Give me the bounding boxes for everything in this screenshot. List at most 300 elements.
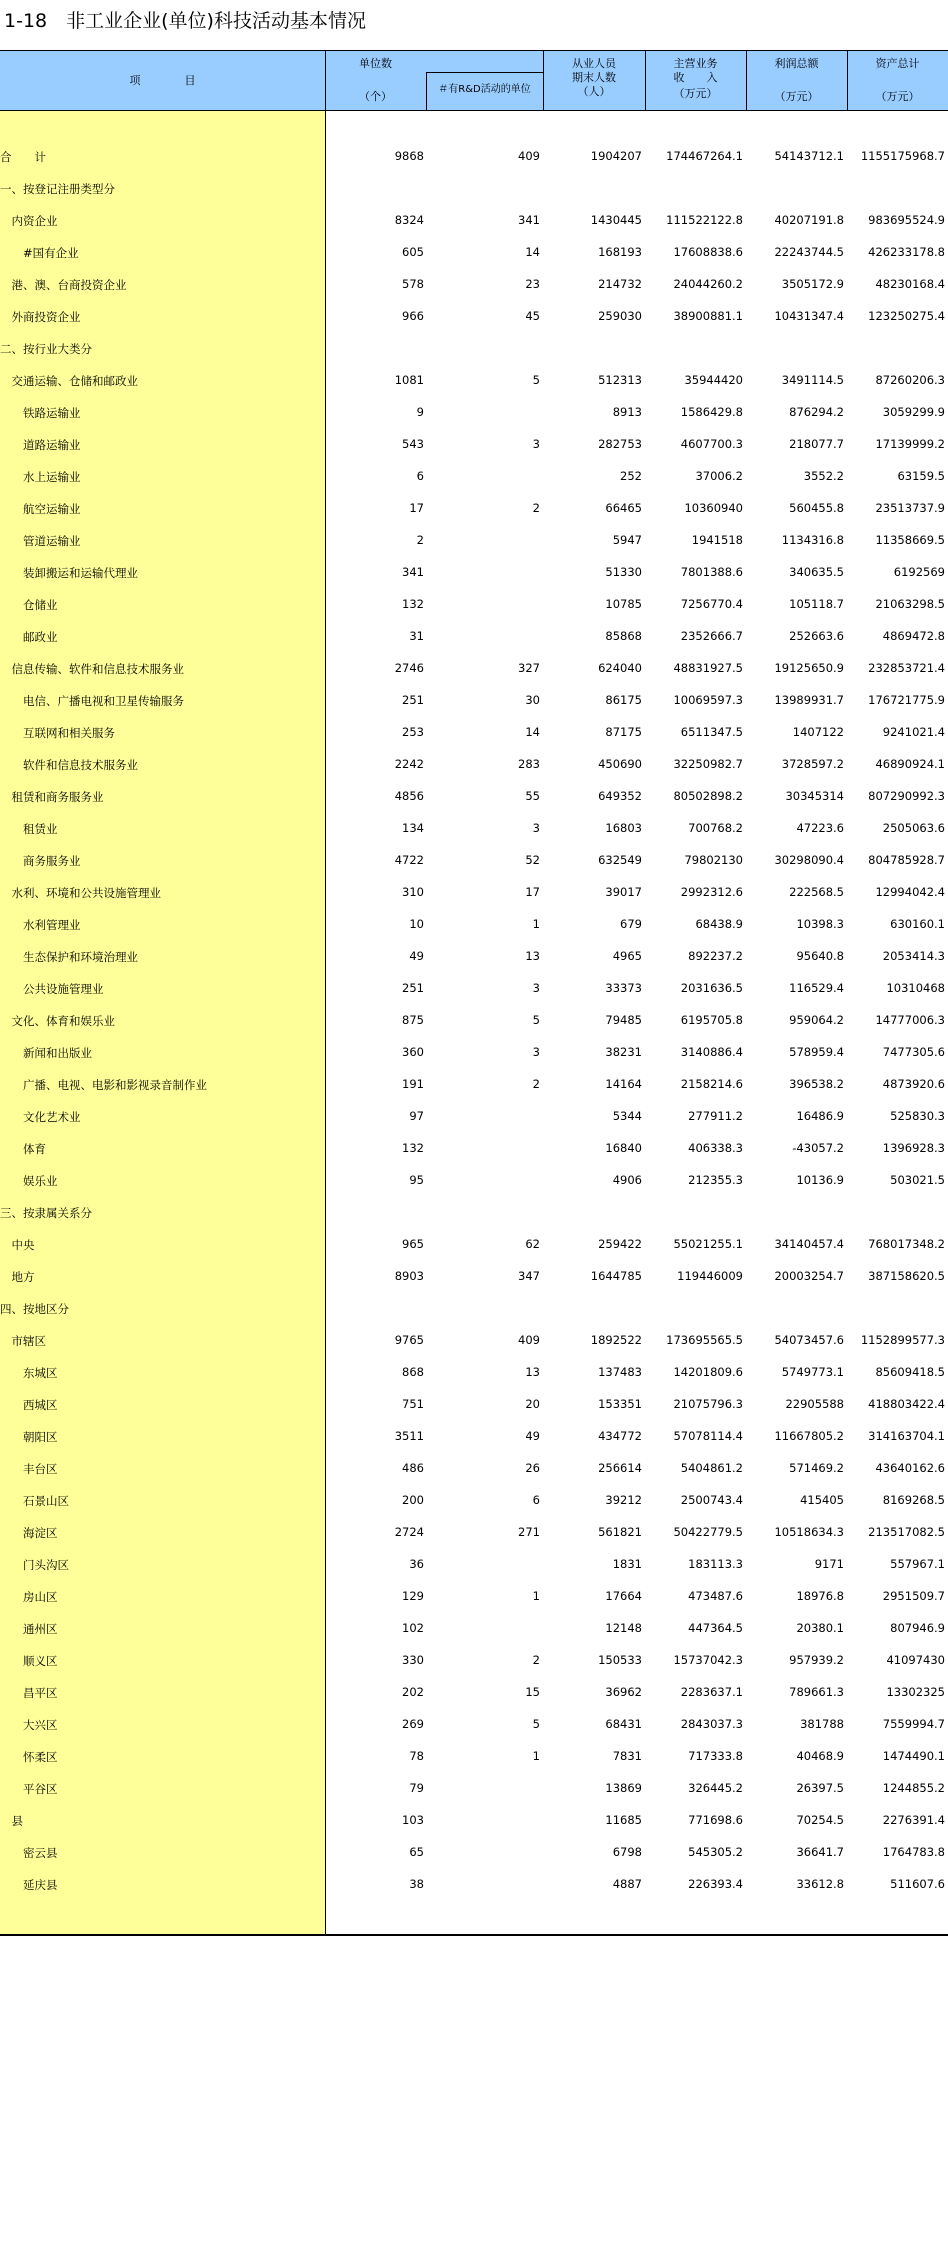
row-label: 四、按地区分 xyxy=(0,1302,69,1316)
row-label: 中央 xyxy=(0,1238,35,1252)
row-label: 租赁和商务服务业 xyxy=(0,790,104,804)
cell-profit: 30345314 xyxy=(785,789,844,803)
cell-emp: 5344 xyxy=(612,1109,642,1123)
table-row xyxy=(0,844,948,876)
cell-rd: 1 xyxy=(532,1589,540,1603)
cell-rd: 2 xyxy=(532,1653,540,1667)
header-units-unit: （个） xyxy=(359,90,392,103)
cell-rev: 2843037.3 xyxy=(680,1717,743,1731)
cell-rev: 183113.3 xyxy=(688,1557,743,1571)
cell-rev: 2992312.6 xyxy=(680,885,743,899)
cell-units: 269 xyxy=(402,1717,424,1731)
cell-rd: 20 xyxy=(525,1397,540,1411)
cell-emp: 259422 xyxy=(598,1237,642,1251)
row-label: 管道运输业 xyxy=(0,534,81,548)
cell-profit: 957939.2 xyxy=(789,1653,844,1667)
cell-units: 251 xyxy=(402,693,424,707)
cell-rev: 79802130 xyxy=(684,853,743,867)
cell-profit: 22905588 xyxy=(785,1397,844,1411)
cell-units: 3511 xyxy=(394,1429,424,1443)
cell-units: 966 xyxy=(402,309,424,323)
cell-units: 129 xyxy=(402,1589,424,1603)
cell-rev: 21075796.3 xyxy=(673,1397,743,1411)
cell-profit: 959064.2 xyxy=(789,1013,844,1027)
table-row xyxy=(0,1708,948,1740)
cell-rd: 13 xyxy=(525,949,540,963)
row-label: 铁路运输业 xyxy=(0,406,81,420)
row-label: 道路运输业 xyxy=(0,438,81,452)
cell-rd: 6 xyxy=(532,1493,540,1507)
cell-assets: 21063298.5 xyxy=(875,597,945,611)
table-row xyxy=(0,620,948,652)
row-label: 广播、电视、电影和影视录音制作业 xyxy=(0,1078,207,1092)
cell-rd: 13 xyxy=(525,1365,540,1379)
cell-emp: 11685 xyxy=(605,1813,642,1827)
cell-rev: 1941518 xyxy=(691,533,743,547)
table-row xyxy=(0,524,948,556)
row-label: 房山区 xyxy=(0,1590,58,1604)
cell-rev: 14201809.6 xyxy=(673,1365,743,1379)
cell-units: 330 xyxy=(402,1653,424,1667)
cell-emp: 87175 xyxy=(605,725,642,739)
table-top-border xyxy=(0,50,948,51)
cell-units: 341 xyxy=(402,565,424,579)
cell-units: 8903 xyxy=(394,1269,424,1283)
row-label: #国有企业 xyxy=(0,246,79,260)
cell-units: 9 xyxy=(416,405,424,419)
cell-units: 8324 xyxy=(394,213,424,227)
cell-assets: 2053414.3 xyxy=(882,949,945,963)
cell-emp: 7831 xyxy=(612,1749,642,1763)
cell-emp: 561821 xyxy=(598,1525,642,1539)
table-row xyxy=(0,940,948,972)
cell-rd: 3 xyxy=(532,821,540,835)
cell-rd: 17 xyxy=(525,885,540,899)
cell-emp: 168193 xyxy=(598,245,642,259)
cell-profit: 95640.8 xyxy=(796,949,844,963)
cell-profit: 40207191.8 xyxy=(774,213,844,227)
row-label: 仓储业 xyxy=(0,598,58,612)
cell-units: 2242 xyxy=(394,757,424,771)
table-row xyxy=(0,1452,948,1484)
row-label: 县 xyxy=(0,1814,23,1828)
cell-emp: 4965 xyxy=(612,949,642,963)
cell-assets: 4869472.8 xyxy=(882,629,945,643)
cell-assets: 176721775.9 xyxy=(868,693,945,707)
cell-assets: 983695524.9 xyxy=(868,213,945,227)
cell-rd: 23 xyxy=(525,277,540,291)
header-item: 项 目 xyxy=(129,74,196,87)
cell-profit: 218077.7 xyxy=(789,437,844,451)
header-bottom-border xyxy=(0,110,948,111)
cell-profit: 222568.5 xyxy=(789,885,844,899)
cell-profit: 36641.7 xyxy=(796,1845,844,1859)
row-label: 互联网和相关服务 xyxy=(0,726,115,740)
cell-profit: 54143712.1 xyxy=(774,149,844,163)
table-row xyxy=(0,1868,948,1900)
row-label: 航空运输业 xyxy=(0,502,81,516)
cell-profit: 16486.9 xyxy=(796,1109,844,1123)
cell-units: 78 xyxy=(409,1749,424,1763)
cell-emp: 4887 xyxy=(612,1877,642,1891)
cell-emp: 679 xyxy=(620,917,642,931)
header-revenue-line1: 主营业务 xyxy=(673,57,718,70)
cell-profit: 33612.8 xyxy=(796,1877,844,1891)
cell-assets: 1474490.1 xyxy=(882,1749,945,1763)
cell-emp: 68431 xyxy=(605,1717,642,1731)
cell-profit: 789661.3 xyxy=(789,1685,844,1699)
cell-rev: 717333.8 xyxy=(688,1749,743,1763)
cell-emp: 512313 xyxy=(598,373,642,387)
cell-assets: 232853721.4 xyxy=(868,661,945,675)
row-label: 装卸搬运和运输代理业 xyxy=(0,566,138,580)
cell-assets: 12994042.4 xyxy=(875,885,945,899)
cell-profit: 381788 xyxy=(800,1717,844,1731)
row-label: 三、按隶属关系分 xyxy=(0,1206,92,1220)
cell-rd: 45 xyxy=(525,309,540,323)
cell-rev: 447364.5 xyxy=(688,1621,743,1635)
cell-rev: 2283637.1 xyxy=(680,1685,743,1699)
header-revenue-unit: （万元） xyxy=(673,87,718,100)
cell-profit: 1134316.8 xyxy=(781,533,844,547)
cell-emp: 4906 xyxy=(612,1173,642,1187)
cell-rev: 3140886.4 xyxy=(680,1045,743,1059)
row-label: 港、澳、台商投资企业 xyxy=(0,278,127,292)
cell-rev: 406338.3 xyxy=(688,1141,743,1155)
cell-units: 97 xyxy=(409,1109,424,1123)
cell-emp: 13869 xyxy=(605,1781,642,1795)
cell-assets: 503021.5 xyxy=(890,1173,945,1187)
cell-assets: 804785928.7 xyxy=(868,853,945,867)
cell-profit: 20003254.7 xyxy=(774,1269,844,1283)
cell-assets: 768017348.2 xyxy=(868,1237,945,1251)
table-row xyxy=(0,652,948,684)
cell-rev: 700768.2 xyxy=(688,821,743,835)
cell-emp: 17664 xyxy=(605,1589,642,1603)
cell-emp: 1644785 xyxy=(590,1269,642,1283)
cell-emp: 86175 xyxy=(605,693,642,707)
cell-rev: 50422779.5 xyxy=(673,1525,743,1539)
header-revenue-line2: 收 入 xyxy=(673,71,718,84)
cell-profit: 54073457.6 xyxy=(774,1333,844,1347)
table-row xyxy=(0,1228,948,1260)
row-label: 公共设施管理业 xyxy=(0,982,104,996)
cell-profit: 70254.5 xyxy=(796,1813,844,1827)
cell-rev: 68438.9 xyxy=(695,917,743,931)
table-row xyxy=(0,1612,948,1644)
cell-units: 486 xyxy=(402,1461,424,1475)
cell-rev: 6511347.5 xyxy=(680,725,743,739)
cell-assets: 2505063.6 xyxy=(882,821,945,835)
cell-units: 95 xyxy=(409,1173,424,1187)
cell-units: 1081 xyxy=(394,373,424,387)
cell-assets: 85609418.5 xyxy=(875,1365,945,1379)
table-row xyxy=(0,1548,948,1580)
cell-units: 31 xyxy=(409,629,424,643)
cell-emp: 79485 xyxy=(605,1013,642,1027)
cell-rd: 5 xyxy=(532,373,540,387)
cell-rd: 2 xyxy=(532,1077,540,1091)
row-label: 水利管理业 xyxy=(0,918,81,932)
cell-units: 134 xyxy=(402,821,424,835)
cell-units: 2 xyxy=(416,533,424,547)
table-row xyxy=(0,748,948,780)
cell-emp: 5947 xyxy=(612,533,642,547)
header-employees-unit: （人） xyxy=(577,85,611,98)
cell-assets: 314163704.1 xyxy=(868,1429,945,1443)
header-assets-unit: （万元） xyxy=(875,90,920,103)
cell-emp: 16803 xyxy=(605,821,642,835)
cell-rev: 57078114.4 xyxy=(673,1429,743,1443)
cell-emp: 36962 xyxy=(605,1685,642,1699)
cell-rev: 1586429.8 xyxy=(680,405,743,419)
cell-units: 360 xyxy=(402,1045,424,1059)
header-employees-line1: 从业人员 xyxy=(572,57,616,70)
cell-emp: 16840 xyxy=(605,1141,642,1155)
row-label: 昌平区 xyxy=(0,1686,58,1700)
cell-units: 4722 xyxy=(394,853,424,867)
cell-profit: 19125650.9 xyxy=(774,661,844,675)
table-row xyxy=(0,1132,948,1164)
table-row xyxy=(0,1420,948,1452)
cell-rd: 26 xyxy=(525,1461,540,1475)
table-row xyxy=(0,428,948,460)
row-label: 西城区 xyxy=(0,1398,58,1412)
table-row xyxy=(0,908,948,940)
cell-rev: 173695565.5 xyxy=(666,1333,743,1347)
table-row xyxy=(0,588,948,620)
cell-assets: 557967.1 xyxy=(890,1557,945,1571)
table-row xyxy=(0,1804,948,1836)
cell-profit: 396538.2 xyxy=(789,1077,844,1091)
cell-emp: 150533 xyxy=(598,1653,642,1667)
cell-emp: 1831 xyxy=(612,1557,642,1571)
cell-assets: 17139999.2 xyxy=(875,437,945,451)
table-row xyxy=(0,684,948,716)
row-label: 文化艺术业 xyxy=(0,1110,81,1124)
cell-assets: 8169268.5 xyxy=(882,1493,945,1507)
cell-assets: 630160.1 xyxy=(890,917,945,931)
row-label: 朝阳区 xyxy=(0,1430,58,1444)
cell-emp: 8913 xyxy=(612,405,642,419)
cell-rev: 15737042.3 xyxy=(673,1653,743,1667)
cell-rev: 2031636.5 xyxy=(680,981,743,995)
table-row xyxy=(0,1388,948,1420)
table-row xyxy=(0,332,948,364)
cell-emp: 649352 xyxy=(598,789,642,803)
row-label: 东城区 xyxy=(0,1366,58,1380)
table-header xyxy=(0,50,948,110)
table-row xyxy=(0,396,948,428)
table-row xyxy=(0,268,948,300)
cell-units: 9765 xyxy=(394,1333,424,1347)
row-label: 平谷区 xyxy=(0,1782,58,1796)
header-assets: 资产总计 xyxy=(875,57,920,70)
table-row xyxy=(0,300,948,332)
cell-profit: 18976.8 xyxy=(796,1589,844,1603)
cell-assets: 1155175968.7 xyxy=(860,149,945,163)
cell-assets: 426233178.8 xyxy=(868,245,945,259)
row-label: 海淀区 xyxy=(0,1526,58,1540)
table-row xyxy=(0,1644,948,1676)
cell-emp: 624040 xyxy=(598,661,642,675)
cell-profit: 560455.8 xyxy=(789,501,844,515)
table-row xyxy=(0,716,948,748)
cell-rev: 35944420 xyxy=(684,373,743,387)
cell-units: 200 xyxy=(402,1493,424,1507)
cell-rev: 37006.2 xyxy=(695,469,743,483)
cell-rev: 212355.3 xyxy=(688,1173,743,1187)
table-row xyxy=(0,1516,948,1548)
cell-emp: 434772 xyxy=(598,1429,642,1443)
cell-profit: 34140457.4 xyxy=(774,1237,844,1251)
cell-assets: 1152899577.3 xyxy=(860,1333,945,1347)
cell-rd: 1 xyxy=(532,1749,540,1763)
cell-rev: 2352666.7 xyxy=(680,629,743,643)
cell-profit: 9171 xyxy=(814,1557,844,1571)
cell-units: 191 xyxy=(402,1077,424,1091)
cell-emp: 259030 xyxy=(598,309,642,323)
cell-profit: 47223.6 xyxy=(796,821,844,835)
cell-units: 132 xyxy=(402,597,424,611)
cell-emp: 51330 xyxy=(605,565,642,579)
cell-units: 49 xyxy=(409,949,424,963)
cell-assets: 1396928.3 xyxy=(882,1141,945,1155)
cell-units: 965 xyxy=(402,1237,424,1251)
row-label: 密云县 xyxy=(0,1846,58,1860)
cell-rev: 38900881.1 xyxy=(673,309,743,323)
row-label: 水利、环境和公共设施管理业 xyxy=(0,886,161,900)
table-row xyxy=(0,1164,948,1196)
cell-emp: 33373 xyxy=(605,981,642,995)
row-label: 电信、广播电视和卫星传输服务 xyxy=(0,694,184,708)
row-label: 软件和信息技术服务业 xyxy=(0,758,138,772)
cell-emp: 38231 xyxy=(605,1045,642,1059)
cell-profit: 116529.4 xyxy=(789,981,844,995)
row-label: 邮政业 xyxy=(0,630,58,644)
cell-assets: 48230168.4 xyxy=(875,277,945,291)
cell-units: 251 xyxy=(402,981,424,995)
cell-emp: 214732 xyxy=(598,277,642,291)
cell-emp: 10785 xyxy=(605,597,642,611)
cell-assets: 6192569 xyxy=(893,565,945,579)
cell-profit: -43057.2 xyxy=(792,1141,844,1155)
table-row xyxy=(0,556,948,588)
row-label: 商务服务业 xyxy=(0,854,81,868)
cell-rev: 10360940 xyxy=(684,501,743,515)
row-label: 文化、体育和娱乐业 xyxy=(0,1014,115,1028)
cell-units: 4856 xyxy=(394,789,424,803)
cell-assets: 41097430 xyxy=(886,1653,945,1667)
cell-rd: 14 xyxy=(525,725,540,739)
table-row xyxy=(0,172,948,204)
row-label: 合 计 xyxy=(0,150,46,164)
cell-profit: 5749773.1 xyxy=(781,1365,844,1379)
table-row xyxy=(0,1324,948,1356)
table-row xyxy=(0,1772,948,1804)
cell-emp: 1904207 xyxy=(590,149,642,163)
cell-rev: 7801388.6 xyxy=(680,565,743,579)
cell-rd: 347 xyxy=(518,1269,540,1283)
row-label: 大兴区 xyxy=(0,1718,58,1732)
cell-emp: 12148 xyxy=(605,1621,642,1635)
row-label: 内资企业 xyxy=(0,214,58,228)
table-row xyxy=(0,972,948,1004)
cell-assets: 123250275.4 xyxy=(868,309,945,323)
cell-emp: 39017 xyxy=(605,885,642,899)
cell-assets: 525830.3 xyxy=(890,1109,945,1123)
cell-emp: 450690 xyxy=(598,757,642,771)
header-profit-unit: （万元） xyxy=(774,90,819,103)
cell-profit: 3491114.5 xyxy=(781,373,844,387)
cell-rd: 1 xyxy=(532,917,540,931)
table-row xyxy=(0,492,948,524)
table-row xyxy=(0,1740,948,1772)
cell-units: 38 xyxy=(409,1877,424,1891)
cell-units: 9868 xyxy=(394,149,424,163)
table-row xyxy=(0,812,948,844)
cell-emp: 256614 xyxy=(598,1461,642,1475)
cell-assets: 2276391.4 xyxy=(882,1813,945,1827)
cell-profit: 10136.9 xyxy=(796,1173,844,1187)
cell-assets: 63159.5 xyxy=(897,469,945,483)
cell-assets: 1764783.8 xyxy=(882,1845,945,1859)
cell-rd: 3 xyxy=(532,437,540,451)
cell-assets: 387158620.5 xyxy=(868,1269,945,1283)
cell-emp: 137483 xyxy=(598,1365,642,1379)
header-rd-units: ＃有R&D活动的单位 xyxy=(438,84,531,95)
cell-rd: 327 xyxy=(518,661,540,675)
cell-profit: 26397.5 xyxy=(796,1781,844,1795)
header-units: 单位数 xyxy=(359,57,392,70)
cell-rd: 3 xyxy=(532,1045,540,1059)
cell-rev: 7256770.4 xyxy=(680,597,743,611)
cell-rev: 2500743.4 xyxy=(680,1493,743,1507)
cell-assets: 9241021.4 xyxy=(882,725,945,739)
cell-assets: 10310468 xyxy=(886,981,945,995)
cell-units: 102 xyxy=(402,1621,424,1635)
cell-assets: 1244855.2 xyxy=(882,1781,945,1795)
row-label: 延庆县 xyxy=(0,1878,58,1892)
table-row xyxy=(0,876,948,908)
cell-rd: 52 xyxy=(525,853,540,867)
row-label: 市辖区 xyxy=(0,1334,46,1348)
cell-assets: 807290992.3 xyxy=(868,789,945,803)
cell-assets: 23513737.9 xyxy=(875,501,945,515)
cell-rev: 80502898.2 xyxy=(673,789,743,803)
cell-rev: 17608838.6 xyxy=(673,245,743,259)
cell-rev: 545305.2 xyxy=(688,1845,743,1859)
row-label: 体育 xyxy=(0,1142,46,1156)
cell-emp: 153351 xyxy=(598,1397,642,1411)
cell-profit: 252663.6 xyxy=(789,629,844,643)
table-row xyxy=(0,204,948,236)
row-label: 娱乐业 xyxy=(0,1174,58,1188)
table-row xyxy=(0,1676,948,1708)
cell-rev: 48831927.5 xyxy=(673,661,743,675)
cell-profit: 105118.7 xyxy=(789,597,844,611)
cell-rev: 5404861.2 xyxy=(680,1461,743,1475)
cell-profit: 1407122 xyxy=(792,725,844,739)
cell-rd: 49 xyxy=(525,1429,540,1443)
cell-units: 253 xyxy=(402,725,424,739)
cell-rd: 5 xyxy=(532,1717,540,1731)
cell-profit: 3505172.9 xyxy=(781,277,844,291)
table-row xyxy=(0,236,948,268)
cell-assets: 2951509.7 xyxy=(882,1589,945,1603)
cell-emp: 282753 xyxy=(598,437,642,451)
cell-rev: 326445.2 xyxy=(688,1781,743,1795)
